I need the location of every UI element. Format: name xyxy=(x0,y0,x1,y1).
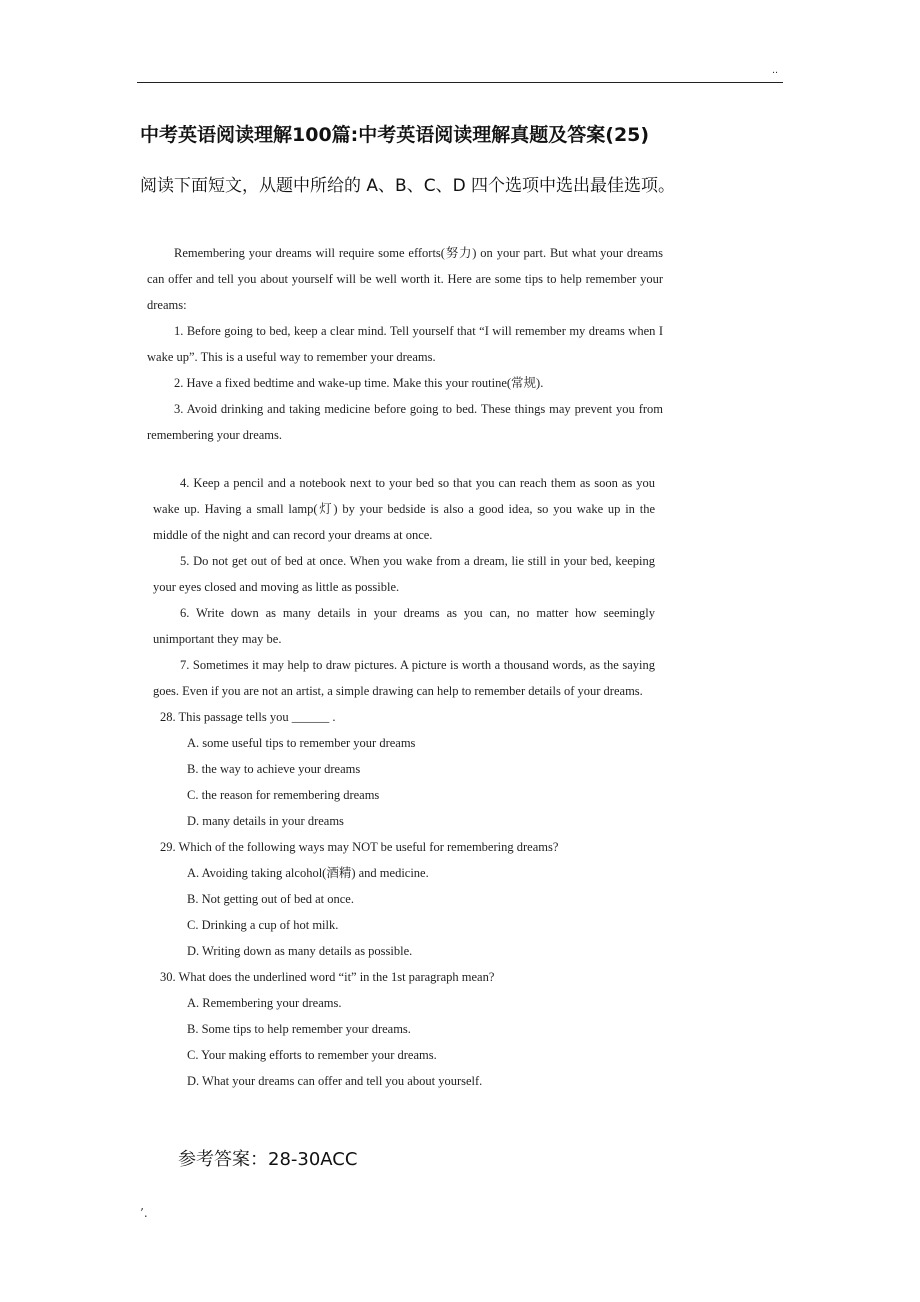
question-30: 30. What does the underlined word “it” in the 1st paragraph mean? xyxy=(160,970,495,984)
instruction-text: 阅读下面短文，从题中所给的 A、B、C、D 四个选项中选出最佳选项。 xyxy=(140,176,676,196)
option-30-a: A. Remembering your dreams. xyxy=(187,996,342,1010)
document-title: 中考英语阅读理解100篇:中考英语阅读理解真题及答案(25) xyxy=(140,124,650,146)
tip-5: 5. Do not get out of bed at once. When you wake from a dream, lie still in your bed, keeping your eyes closed and moving as little as possible. xyxy=(153,554,655,594)
tip-6: 6. Write down as many details in your dreams as you can, no matter how seemingly unimportant they may be. xyxy=(153,606,655,646)
option-28-a: A. some useful tips to remember your dreams xyxy=(187,736,416,750)
option-29-a: A. Avoiding taking alcohol(酒精) and medicine. xyxy=(187,866,429,880)
passage-intro: Remembering your dreams will require some efforts(努力) on your part. But what your dreams can offer and tell you about yourself will be well worth it. Here are some tips to help remember your dreams: xyxy=(147,246,663,312)
tip-7: 7. Sometimes it may help to draw pictures. A picture is worth a thousand words, as the saying goes. Even if you are not an artist, a simple drawing can help to remember details of your dreams. xyxy=(153,658,655,698)
option-29-d: D. Writing down as many details as possible. xyxy=(187,944,413,958)
option-29-c: C. Drinking a cup of hot milk. xyxy=(187,918,339,932)
header-rule xyxy=(137,82,783,83)
header-mark: .. xyxy=(772,64,779,76)
tip-4: 4. Keep a pencil and a notebook next to your bed so that you can reach them as soon as you wake up. Having a small lamp(灯) by your bedside is also a good idea, so you wake up in the middle of the night and can record your dreams at once. xyxy=(153,476,655,542)
tip-3: 3. Avoid drinking and taking medicine before going to bed. These things may prevent you from remembering your dreams. xyxy=(147,402,663,442)
footer-mark: ’. xyxy=(140,1206,148,1220)
option-28-b: B. the way to achieve your dreams xyxy=(187,762,361,776)
option-30-b: B. Some tips to help remember your dreams. xyxy=(187,1022,411,1036)
option-30-d: D. What your dreams can offer and tell you about yourself. xyxy=(187,1074,483,1088)
passage-block-upper xyxy=(147,240,663,448)
question-29: 29. Which of the following ways may NOT be useful for remembering dreams? xyxy=(160,840,559,854)
option-30-c: C. Your making efforts to remember your dreams. xyxy=(187,1048,437,1062)
passage-block-lower xyxy=(153,470,655,1094)
option-28-c: C. the reason for remembering dreams xyxy=(187,788,380,802)
question-28: 28. This passage tells you ______ . xyxy=(160,710,336,724)
option-28-d: D. many details in your dreams xyxy=(187,814,344,828)
tip-2: 2. Have a fixed bedtime and wake-up time. Make this your routine(常规). xyxy=(174,376,544,390)
tip-1: 1. Before going to bed, keep a clear mind. Tell yourself that “I will remember my dreams when I wake up”. This is a useful way to remember your dreams. xyxy=(147,324,663,364)
option-29-b: B. Not getting out of bed at once. xyxy=(187,892,354,906)
answer-key: 参考答案：28-30ACC xyxy=(178,1149,358,1170)
